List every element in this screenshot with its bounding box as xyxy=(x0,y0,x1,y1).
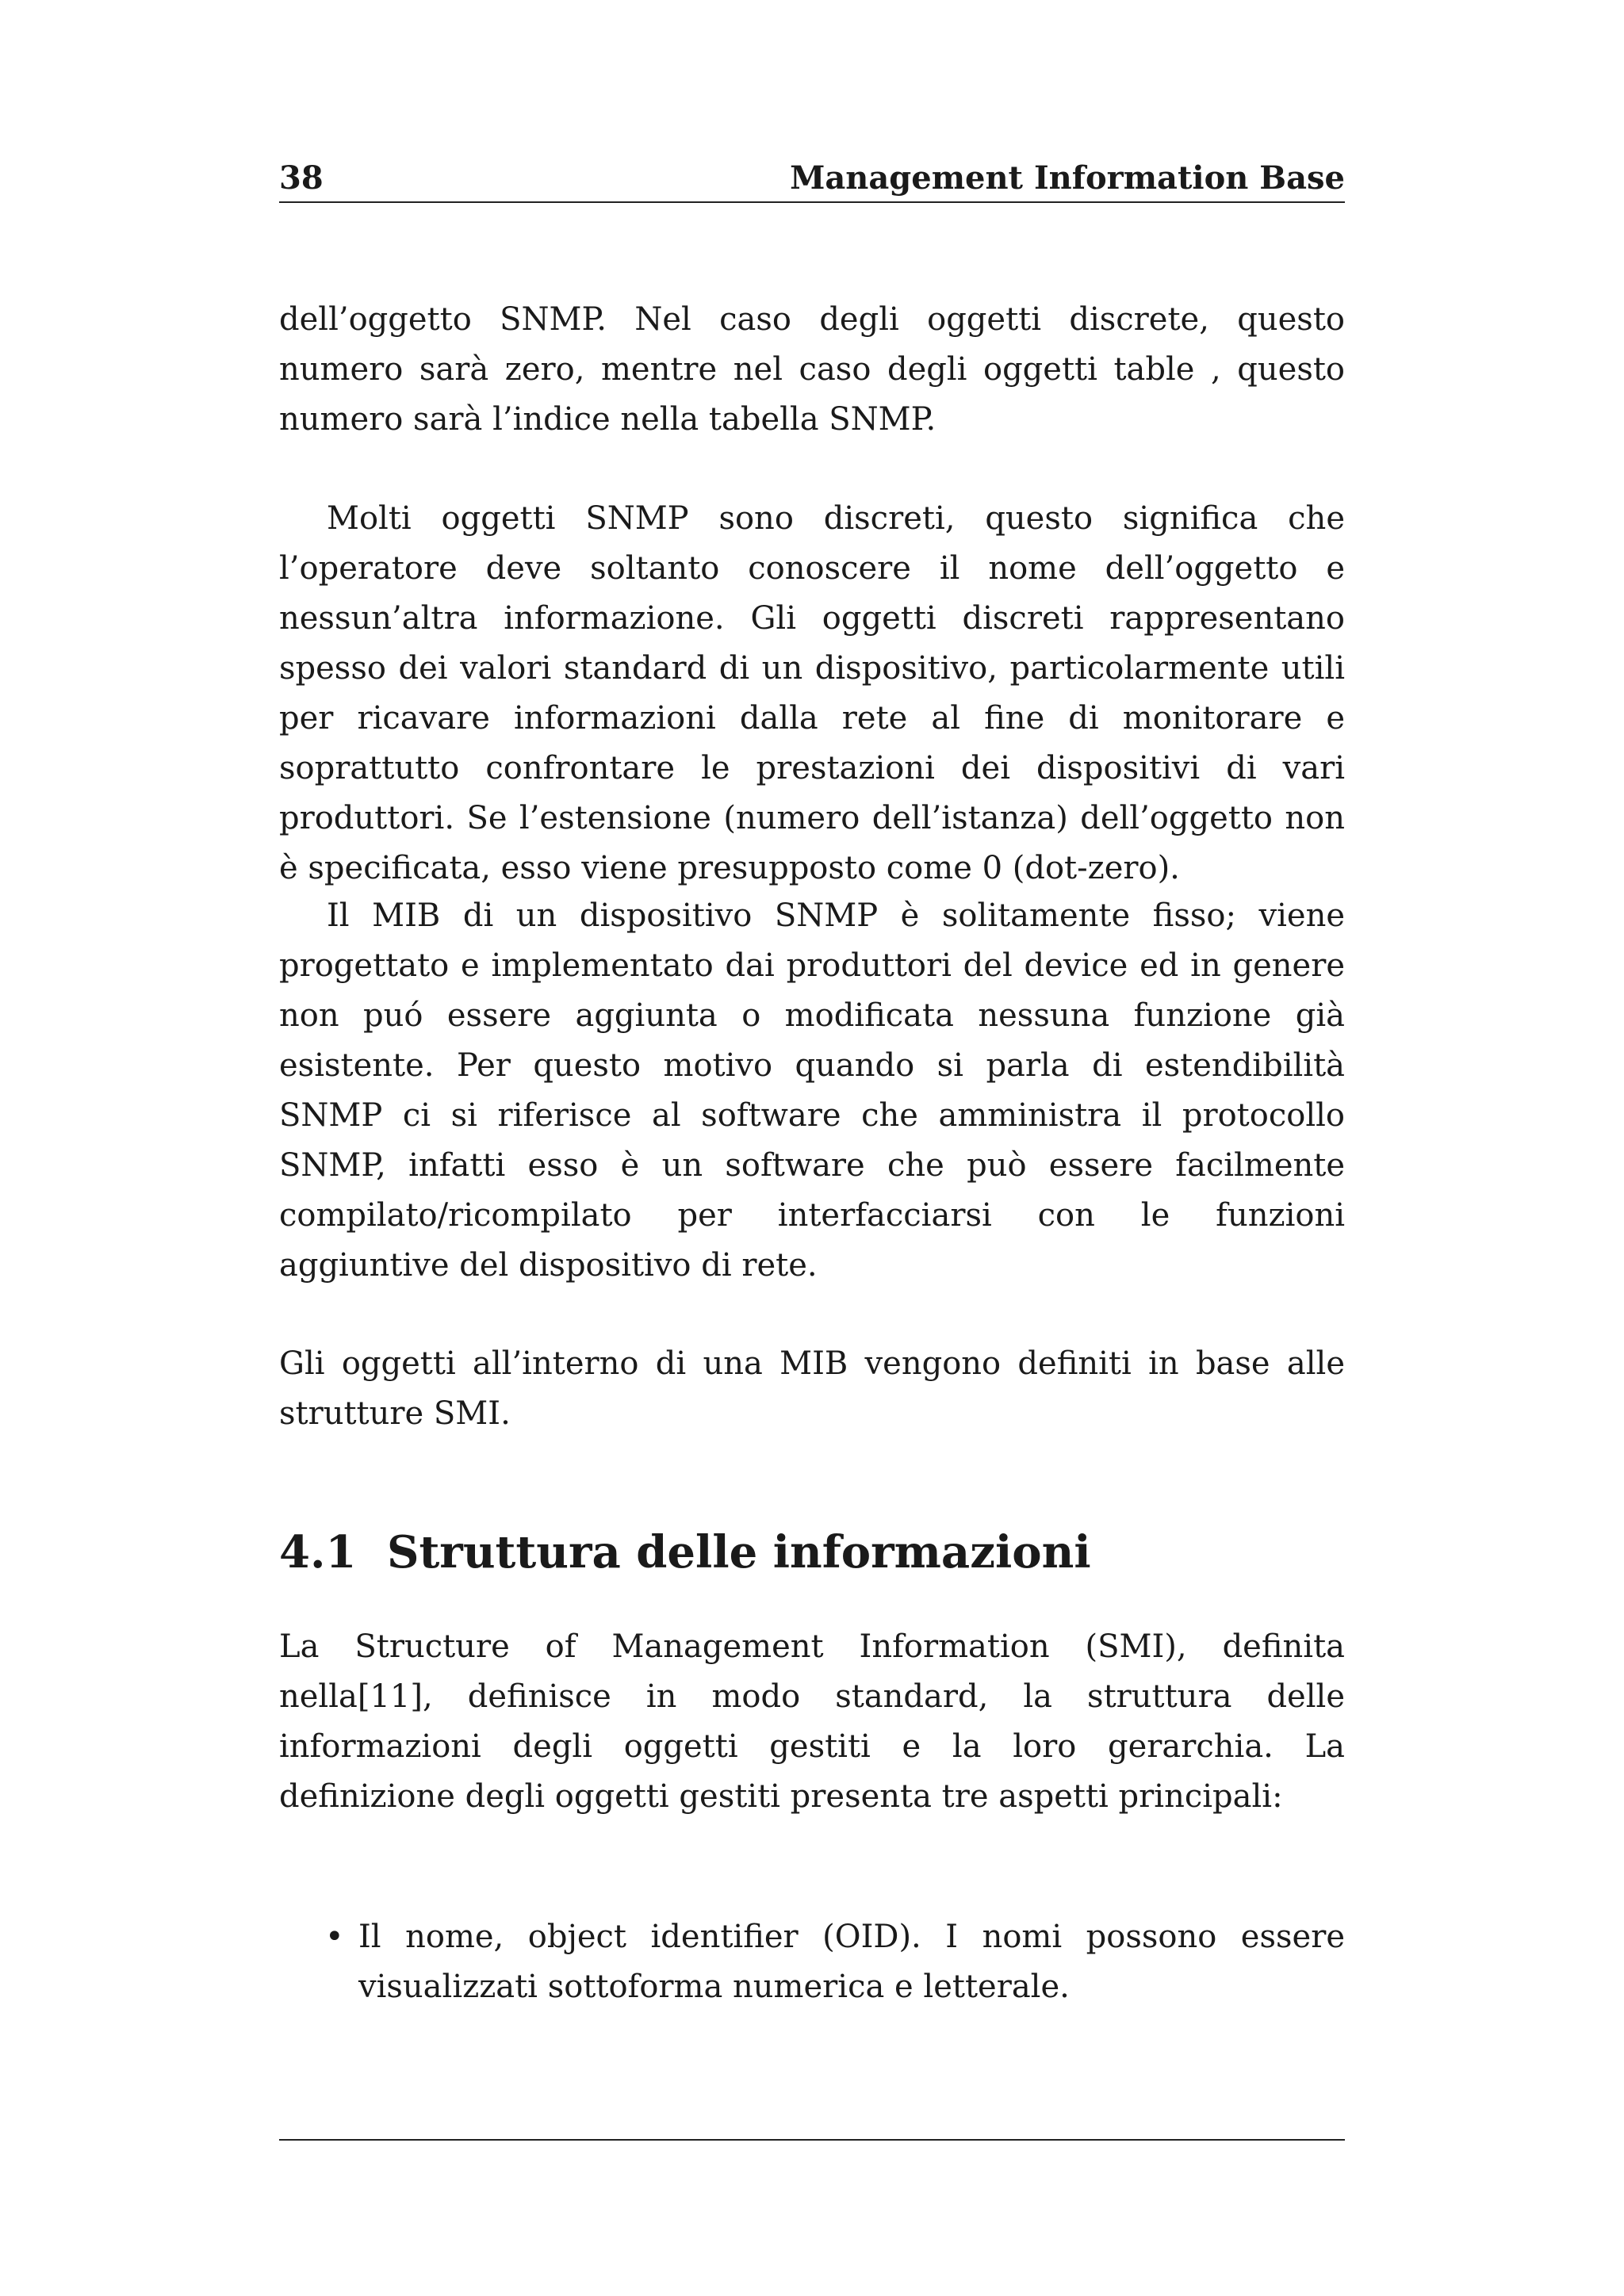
bullet-list xyxy=(279,1912,1345,2012)
footer-rule xyxy=(279,2139,1345,2141)
paragraph-continuation: dell’oggetto SNMP. Nel caso degli oggetti discrete, questo numero sarà zero, mentre nel caso degli oggetti table , questo numero sarà l’indice nella tabella SNMP. xyxy=(279,301,1345,438)
list-item-text: Il nome, object identifier (OID). I nomi possono essere visualizzati sottoforma numerica e letterale. xyxy=(358,1919,1345,2005)
chapter-title: Management Information Base xyxy=(790,159,1345,197)
paragraph-discrete-objects: Molti oggetti SNMP sono discreti, questo significa che l’operatore deve soltanto conoscere il nome dell’oggetto e nessun’altra informazione. Gli oggetti discreti rappresentano spesso dei valori standard di un dispositivo, particolarmente utili per ricavare informazioni dalla rete al fine di monitorare e soprattutto confrontare le prestazioni dei dispositivi di vari produttori. Se l’estensione (numero dell’istanza) dell’oggetto non è specificata, esso viene presupposto come 0 (dot-zero). xyxy=(279,500,1345,886)
bullet-icon: • xyxy=(325,1919,344,1955)
page-number: 38 xyxy=(279,159,324,197)
section-intro-paragraph: La Structure of Management Information (SMI), definita nella[11], definisce in modo standard, la struttura delle informazioni degli oggetti gestiti e la loro gerarchia. La definizione degli oggetti gestiti presenta tre aspetti principali: xyxy=(279,1628,1345,1815)
document-page xyxy=(279,0,1345,2296)
paragraph-mib-fixed: Il MIB di un dispositivo SNMP è solitamente fisso; viene progettato e implementato dai produttori del device ed in genere non puó essere aggiunta o modificata nessuna funzione già esistente. Per questo motivo quando si parla di estendibilità SNMP ci si riferisce al software che amministra il protocollo SNMP, infatti esso è un software che può essere facilmente compilato/ricompilato per interfacciarsi con le funzioni aggiuntive del dispositivo di rete. xyxy=(279,897,1345,1284)
section-heading xyxy=(279,1521,1345,1584)
section-title: Struttura delle informazioni xyxy=(387,1526,1091,1578)
running-header xyxy=(279,155,1345,203)
list-item xyxy=(279,1912,1345,2012)
section-number: 4.1 xyxy=(279,1526,357,1578)
paragraph-smi-structures: Gli oggetti all’interno di una MIB vengono definiti in base alle strutture SMI. xyxy=(279,1345,1345,1432)
